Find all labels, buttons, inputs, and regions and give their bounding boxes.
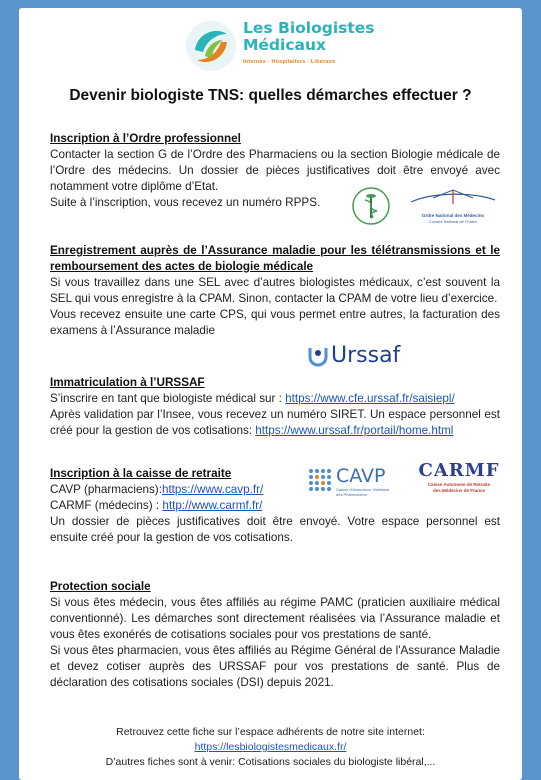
section-text: Contacter la section G de l’Ordre des Pharmaciens ou la section Biologie médicale de l’Ordre des médecins. Un dossier de pièces justificatives doit être envoyé avec notamment votre diplôme d’Etat.	[50, 148, 500, 193]
section-heading: Protection sociale	[50, 580, 151, 593]
section-text: Si vous êtes médecin, vous êtes affiliés au régime PAMC (praticien auxiliaire médical conventionné). Les démarches sont directement réalisées via l’Assurance maladie et vous êtes exonérés de cotisations sociales pour vos prestations de santé.	[50, 596, 500, 641]
section-text: Suite à l’inscription, vous recevez un numéro RPPS.	[50, 196, 321, 209]
urssaf-mark-icon	[307, 345, 329, 367]
ordre-logo-text: Ordre National des Médecins	[421, 213, 485, 218]
urssaf-logo-text: Urssaf	[331, 343, 401, 368]
section-text: Si vous êtes pharmacien, vous êtes affiliés au Régime Général de l'Assurance Maladie et devez cotiser auprès des URSSAF pour vos prestations de santé. Plus de déclaration des cotisations sociales (DSI) depuis 2021.	[50, 644, 500, 689]
section-retraite	[50, 466, 500, 546]
footer-text: Retrouvez cette fiche sur l’espace adhérents de notre site internet:	[116, 726, 425, 738]
section-text	[50, 482, 500, 498]
page-title: Devenir biologiste TNS: quelles démarches effectuer ?	[69, 87, 472, 104]
cavp-sub1: Caisse d’Assurance Vieillesse	[336, 487, 390, 492]
section-heading: Inscription à la caisse de retraite	[50, 467, 232, 480]
section-heading: Immatriculation à l’URSSAF	[50, 376, 205, 389]
text: Après validation par l’Insee, vous recevez un numéro SIRET. Un espace personnel est créé pour la gestion de vos cotisations:	[50, 408, 500, 437]
website-link[interactable]: https://lesbiologistesmedicaux.fr/	[194, 741, 347, 753]
footer-text: D’autres fiches sont à venir: Cotisations sociales du biologiste libéral,...	[105, 756, 436, 768]
carmf-logo-text: CARMF	[418, 460, 500, 481]
cavp-logo-text: CAVP	[336, 465, 386, 487]
logo-name-line1: Les Biologistes	[243, 19, 375, 37]
info-sheet	[19, 8, 522, 780]
text: CARMF (médecins) :	[50, 499, 163, 512]
text: CAVP (pharmaciens):	[50, 483, 162, 496]
ordre-logo-subtext: Conseil National de l’Ordre	[429, 219, 477, 224]
ordre-emblem-icon	[403, 188, 503, 208]
section-text	[50, 391, 500, 407]
logo-tagline: Internes · Hospitaliers · Libéraux	[243, 59, 336, 65]
cavp-link[interactable]: https://www.cavp.fr/	[161, 483, 264, 496]
urssaf-cfe-link[interactable]: https://www.cfe.urssaf.fr/saisiepl/	[285, 392, 455, 405]
carmf-logo-subtext2: des Médecins de France	[432, 488, 486, 493]
cavp-sub2: des Pharmaciens	[336, 492, 367, 497]
carmf-logo-subtext1: Caisse Autonome de Retraite	[427, 482, 491, 487]
section-text: Un dossier de pièces justificatives doit être envoyé. Votre espace personnel est ensuite créé pour la gestion de vos cotisations.	[50, 515, 500, 544]
section-text: Si vous travaillez dans une SEL avec d’autres biologistes médicaux, c’est souvent la SEL qui vous enregistre à la CPAM. Sinon, contacter la CPAM de votre lieu d’exercice.	[50, 276, 500, 305]
section-assurance	[50, 243, 500, 339]
section-heading: Inscription à l’Ordre professionnel	[50, 132, 241, 145]
logo-name-line2: Médicaux	[243, 36, 327, 54]
caduceus-icon	[350, 186, 392, 226]
footer	[19, 725, 522, 770]
section-text	[50, 498, 500, 514]
urssaf-portal-link[interactable]: https://www.urssaf.fr/portail/home.html	[255, 424, 454, 437]
carmf-link[interactable]: http://www.carmf.fr/	[162, 499, 263, 512]
brand-logo	[179, 14, 379, 76]
logo-emblem-icon	[185, 20, 237, 72]
section-text: Vous recevez ensuite une carte CPS, qui vous permet entre autres, la facturation des examens à l’Assurance maladie	[50, 308, 500, 337]
ordre-medecins-logo	[403, 188, 503, 224]
section-heading: Enregistrement auprès de l’Assurance maladie pour les télétransmissions et le remboursement des actes de biologie médicale	[50, 244, 500, 273]
urssaf-logo	[307, 342, 417, 370]
section-protection	[50, 579, 500, 691]
section-urssaf	[50, 375, 500, 439]
section-text	[50, 407, 500, 439]
text: S’inscrire en tant que biologiste médical sur :	[50, 392, 286, 405]
pharmaciens-logo	[350, 186, 392, 226]
logo-name	[243, 20, 383, 54]
